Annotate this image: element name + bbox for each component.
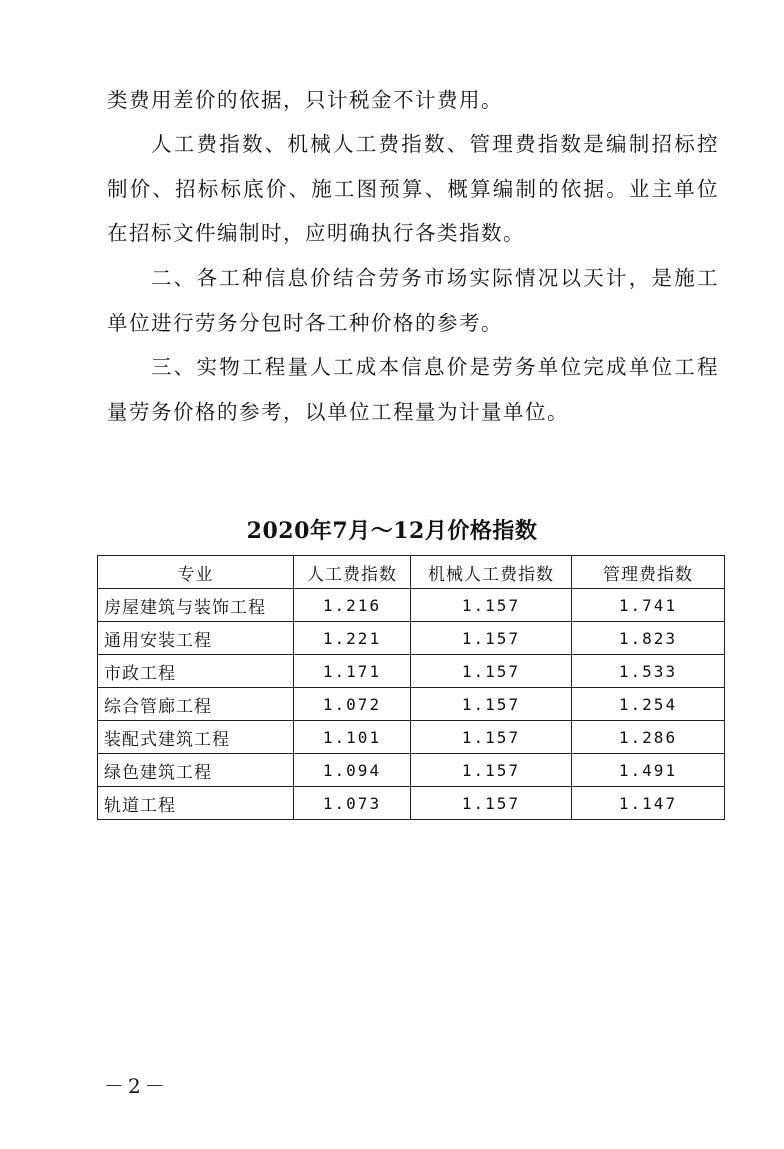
row-machine-labor-index: 1.157 — [411, 655, 572, 688]
row-labor-index: 1.171 — [294, 655, 411, 688]
price-index-table — [97, 555, 725, 820]
row-machine-labor-index: 1.157 — [411, 688, 572, 721]
row-labor-index: 1.072 — [294, 688, 411, 721]
row-machine-labor-index: 1.157 — [411, 622, 572, 655]
table-row — [98, 589, 725, 622]
row-management-index: 1.147 — [572, 787, 725, 820]
row-specialty: 通用安装工程 — [98, 622, 294, 655]
table-row — [98, 655, 725, 688]
page-number: －2－ — [104, 1074, 169, 1098]
row-specialty: 房屋建筑与装饰工程 — [98, 589, 294, 622]
table-header-row — [98, 556, 725, 589]
row-specialty: 装配式建筑工程 — [98, 721, 294, 754]
row-labor-index: 1.221 — [294, 622, 411, 655]
table-row — [98, 622, 725, 655]
table-row — [98, 688, 725, 721]
row-management-index: 1.823 — [572, 622, 725, 655]
row-machine-labor-index: 1.157 — [411, 754, 572, 787]
table-row — [98, 721, 725, 754]
header-labor-index: 人工费指数 — [294, 556, 411, 589]
paragraph-trade-prices: 二、各工种信息价结合劳务市场实际情况以天计，是施工单位进行劳务分包时各工种价格的参考。 — [107, 266, 719, 335]
row-labor-index: 1.094 — [294, 754, 411, 787]
table-title: 2020年7月～12月价格指数 — [246, 518, 538, 544]
row-specialty: 轨道工程 — [98, 787, 294, 820]
header-specialty: 专业 — [98, 556, 294, 589]
table-row — [98, 754, 725, 787]
table-row — [98, 787, 725, 820]
row-specialty: 绿色建筑工程 — [98, 754, 294, 787]
header-management-index: 管理费指数 — [572, 556, 725, 589]
row-management-index: 1.254 — [572, 688, 725, 721]
paragraph-index-usage: 人工费指数、机械人工费指数、管理费指数是编制招标控制价、招标标底价、施工图预算、概算编制的依据。业主单位在招标文件编制时，应明确执行各类指数。 — [107, 132, 719, 245]
row-machine-labor-index: 1.157 — [411, 589, 572, 622]
row-management-index: 1.286 — [572, 721, 725, 754]
row-specialty: 综合管廊工程 — [98, 688, 294, 721]
row-labor-index: 1.073 — [294, 787, 411, 820]
paragraph-continuation: 类费用差价的依据，只计税金不计费用。 — [107, 88, 503, 112]
row-labor-index: 1.216 — [294, 589, 411, 622]
row-machine-labor-index: 1.157 — [411, 787, 572, 820]
row-management-index: 1.491 — [572, 754, 725, 787]
paragraph-labor-cost: 三、实物工程量人工成本信息价是劳务单位完成单位工程量劳务价格的参考，以单位工程量为计量单位。 — [107, 355, 719, 424]
row-labor-index: 1.101 — [294, 721, 411, 754]
row-specialty: 市政工程 — [98, 655, 294, 688]
row-machine-labor-index: 1.157 — [411, 721, 572, 754]
header-machine-labor-index: 机械人工费指数 — [411, 556, 572, 589]
row-management-index: 1.741 — [572, 589, 725, 622]
row-management-index: 1.533 — [572, 655, 725, 688]
